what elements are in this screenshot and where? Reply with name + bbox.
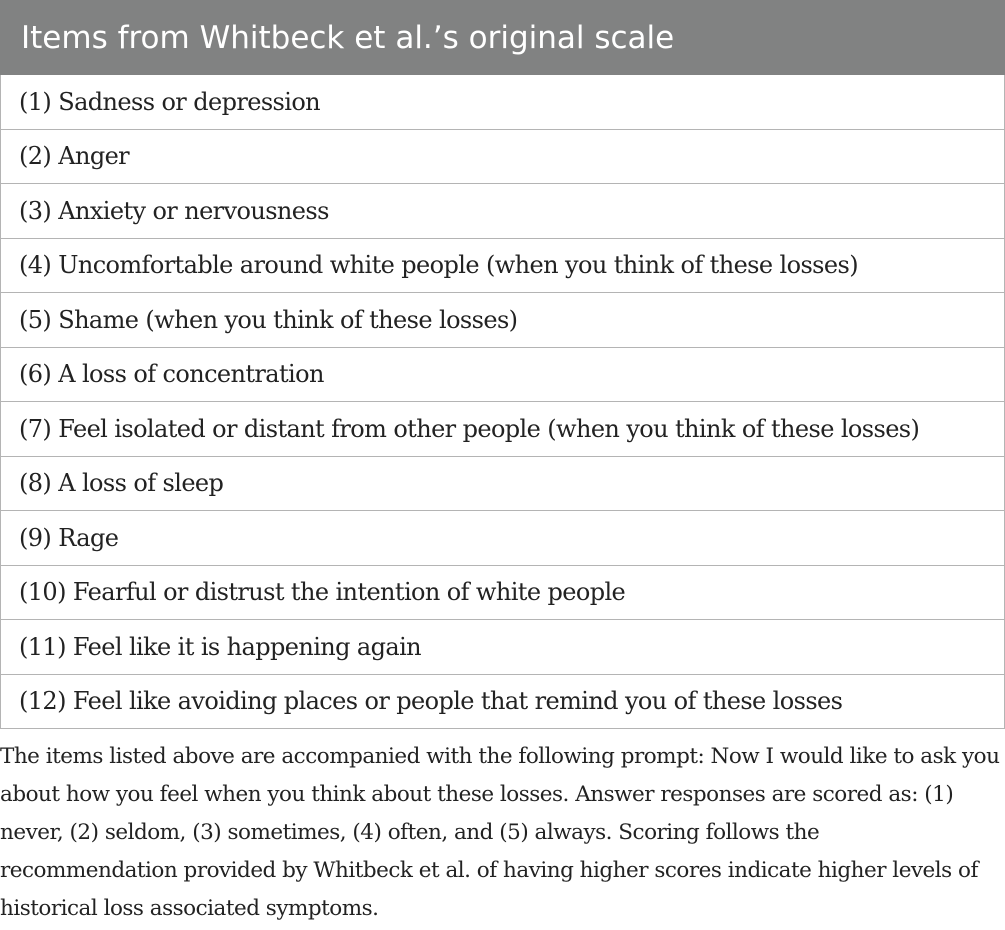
- table-footnote: The items listed above are accompanied with the following prompt: Now I would like to ask you about how you feel when you think about these losses. Answer responses are scored as: (1) never, (2) seldom, (3) sometimes, (4) often, and (5) always. Scoring follows the recommendation provided by Whitbeck et al. of having higher scores indicate higher levels of historical loss associated symptoms.: [0, 744, 1000, 921]
- table-row: [1, 129, 1005, 184]
- table-cell-item-6: (6) A loss of concentration: [1, 347, 1005, 402]
- table-cell-item-9: (9) Rage: [1, 511, 1005, 566]
- table-cell-item-12: (12) Feel like avoiding places or people that remind you of these losses: [1, 674, 1005, 729]
- table-header: Items from Whitbeck et al.’s original scale: [1, 1, 1005, 75]
- table-row: [1, 293, 1005, 348]
- table-row: [1, 184, 1005, 239]
- table-row: [1, 402, 1005, 457]
- table-row: [1, 238, 1005, 293]
- table-row: [1, 75, 1005, 130]
- table-cell-item-10: (10) Fearful or distrust the intention of white people: [1, 565, 1005, 620]
- table-row: [1, 565, 1005, 620]
- table-cell-item-4: (4) Uncomfortable around white people (when you think of these losses): [1, 238, 1005, 293]
- table-cell-item-8: (8) A loss of sleep: [1, 456, 1005, 511]
- table-cell-item-11: (11) Feel like it is happening again: [1, 620, 1005, 675]
- table-cell-item-5: (5) Shame (when you think of these losses): [1, 293, 1005, 348]
- table-cell-item-2: (2) Anger: [1, 129, 1005, 184]
- table-cell-item-7: (7) Feel isolated or distant from other people (when you think of these losses): [1, 402, 1005, 457]
- table-row: [1, 347, 1005, 402]
- table-row: [1, 511, 1005, 566]
- table-row: [1, 456, 1005, 511]
- table-header-row: [1, 1, 1005, 75]
- table-row: [1, 674, 1005, 729]
- table-cell-item-1: (1) Sadness or depression: [1, 75, 1005, 130]
- table-row: [1, 620, 1005, 675]
- table-cell-item-3: (3) Anxiety or nervousness: [1, 184, 1005, 239]
